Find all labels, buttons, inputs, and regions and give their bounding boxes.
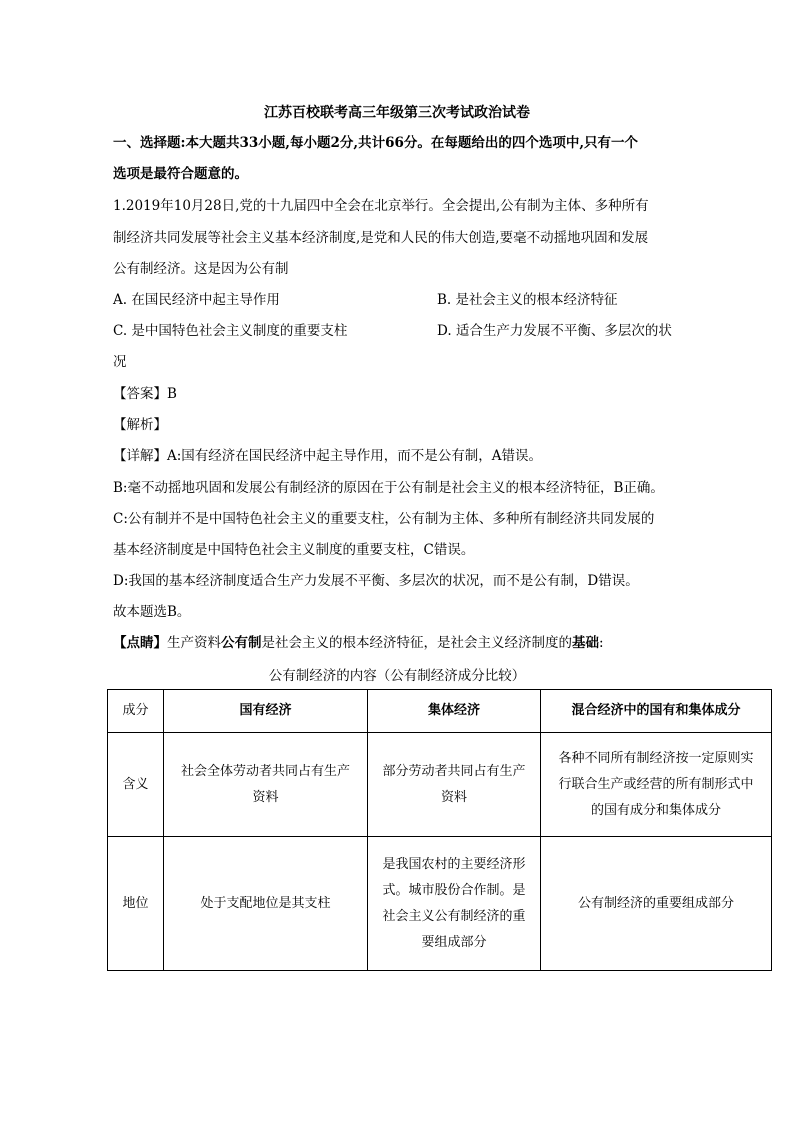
cell-text-line: 式。城市股份合作制。是 — [382, 882, 526, 898]
cell-text-line: 资料 — [440, 789, 467, 805]
analysis-label: 【解析】 — [113, 417, 167, 433]
table-caption: 公有制经济的内容（公有制经济成分比较） — [268, 668, 526, 684]
tip-label: 【点睛】 — [113, 635, 167, 651]
answer-line: 【答案】B — [113, 386, 177, 402]
tip-text-3: : — [599, 635, 604, 651]
tip-bold-2: 基础 — [572, 635, 599, 651]
row-label-meaning: 含义 — [108, 733, 164, 837]
option-a: A. 在国民经济中起主导作用 — [113, 292, 280, 308]
detail-line-1: 【详解】A:国有经济在国民经济中起主导作用，而不是公有制，A错误。 — [113, 448, 543, 464]
cell-text-line: 各种不同所有制经济按一定原则实 — [558, 750, 754, 766]
cell-text-line: 要组成部分 — [421, 934, 487, 950]
option-d-continuation: 况 — [113, 354, 127, 370]
cell-status-mixed — [541, 837, 772, 971]
detail-line-3: C:公有制并不是中国特色社会主义的重要支柱，公有制为主体、多种所有制经济共同发展的 — [113, 511, 655, 527]
option-d: D. 适合生产力发展不平衡、多层次的状 — [437, 323, 672, 339]
cell-text-line: 是我国农村的主要经济形 — [382, 856, 526, 872]
option-b: B. 是社会主义的根本经济特征 — [437, 292, 618, 308]
cell-status-collective — [368, 837, 541, 971]
tip-bold-1: 公有制 — [221, 635, 262, 651]
option-c: C. 是中国特色社会主义制度的重要支柱 — [113, 323, 348, 339]
table-row — [108, 733, 772, 837]
detail-line-5: D:我国的基本经济制度适合生产力发展不平衡、多层次的状况，而不是公有制，D错误。 — [113, 573, 639, 589]
cell-text-line: 处于支配地位是其支柱 — [200, 895, 331, 911]
question-stem-line-3: 公有制经济。这是因为公有制 — [113, 261, 289, 277]
comparison-table — [107, 689, 772, 971]
detail-line-6: 故本题选B。 — [113, 604, 191, 620]
cell-text-line: 部分劳动者共同占有生产 — [382, 763, 526, 779]
question-stem-line-2: 制经济共同发展等社会主义基本经济制度,是党和人民的伟大创造,要毫不动摇地巩固和发展 — [113, 230, 649, 246]
header-cell-collective-economy: 集体经济 — [368, 690, 541, 733]
cell-meaning-mixed — [541, 733, 772, 837]
cell-text-line: 资料 — [252, 789, 279, 805]
cell-text-line: 社会全体劳动者共同占有生产 — [180, 763, 350, 779]
cell-text-line: 行联合生产或经营的所有制形式中 — [558, 776, 754, 792]
section-heading-line-2: 选项是最符合题意的。 — [113, 166, 248, 182]
header-cell-state-economy: 国有经济 — [164, 690, 368, 733]
detail-line-2: B:毫不动摇地巩固和发展公有制经济的原因在于公有制是社会主义的根本经济特征，B正确。 — [113, 480, 664, 496]
cell-text-line: 的国有成分和集体成分 — [590, 802, 721, 818]
cell-meaning-collective — [368, 733, 541, 837]
detail-line-4: 基本经济制度是中国特色社会主义制度的重要支柱，C错误。 — [113, 542, 475, 558]
tip-text-2: 是社会主义的根本经济特征，是社会主义经济制度的 — [261, 635, 572, 651]
tip-text-1: 生产资料 — [167, 635, 221, 651]
document-title: 江苏百校联考高三年级第三次考试政治试卷 — [264, 105, 530, 121]
section-heading-line-1: 一、选择题:本大题共33小题,每小题2分,共计66分。在每题给出的四个选项中,只有一个 — [113, 135, 639, 151]
row-label-status: 地位 — [108, 837, 164, 971]
table-header-row — [108, 690, 772, 733]
cell-text-line: 公有制经济的重要组成部分 — [577, 895, 734, 911]
cell-meaning-state — [164, 733, 368, 837]
tip-line — [113, 633, 604, 653]
cell-status-state — [164, 837, 368, 971]
question-stem-line-1: 1.2019年10月28日,党的十九届四中全会在北京举行。全会提出,公有制为主体、多种所有 — [113, 198, 649, 214]
header-cell-component: 成分 — [108, 690, 164, 733]
header-cell-mixed-economy: 混合经济中的国有和集体成分 — [541, 690, 772, 733]
table-row — [108, 837, 772, 971]
cell-text-line: 社会主义公有制经济的重 — [382, 908, 526, 924]
